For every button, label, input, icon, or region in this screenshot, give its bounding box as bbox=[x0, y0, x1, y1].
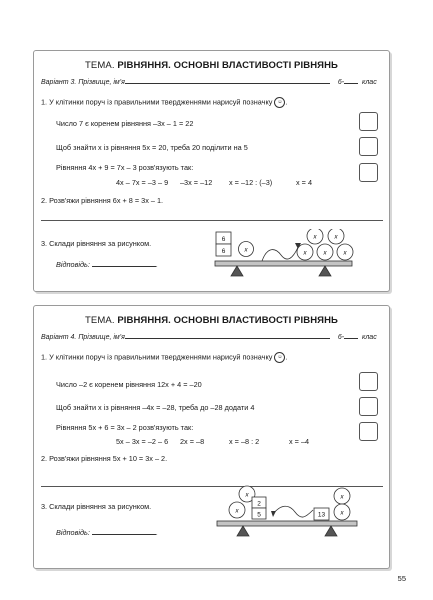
solution-step-2: 2x = –8 bbox=[180, 437, 205, 446]
checkbox-statement-3[interactable] bbox=[359, 163, 378, 182]
solution-step-4: x = 4 bbox=[296, 178, 313, 187]
solution-step-3: x = –12 : (–3) bbox=[229, 178, 273, 187]
solution-step-2: –3x = –12 bbox=[180, 178, 213, 187]
checkbox-statement-1[interactable] bbox=[359, 372, 378, 391]
card-title: ТЕМА. РІВНЯННЯ. ОСНОВНІ ВЛАСТИВОСТІ РІВНЯНЬ bbox=[85, 315, 338, 326]
statement-1: Число 7 є коренем рівняння –3x – 1 = 22 bbox=[56, 119, 194, 128]
class-field[interactable] bbox=[344, 332, 358, 339]
page-number: 55 bbox=[397, 574, 406, 583]
answer-row: Відповідь: . bbox=[56, 528, 158, 537]
scale-label: x bbox=[245, 491, 249, 499]
variant-line: Варіант 3. Прізвище, ім'я 6- клас bbox=[41, 79, 377, 86]
scale-label: 2 bbox=[257, 500, 261, 508]
answer-row: Відповідь: . bbox=[56, 260, 158, 269]
statement-1: Число –2 є коренем рівняння 12x + 4 = –20 bbox=[56, 380, 202, 389]
card-title: ТЕМА. РІВНЯННЯ. ОСНОВНІ ВЛАСТИВОСТІ РІВНЯНЬ bbox=[85, 60, 338, 71]
scale-label: x bbox=[235, 507, 239, 515]
question-3: 3. Склади рівняння за рисунком. bbox=[41, 502, 152, 511]
question-2: 2. Розв'яжи рівняння 5x + 10 = 3x – 2. bbox=[41, 454, 168, 463]
scale-label: 13 bbox=[317, 511, 326, 519]
question-2: 2. Розв'яжи рівняння 6x + 8 = 3x – 1. bbox=[41, 196, 164, 205]
scale-label: 5 bbox=[257, 511, 261, 519]
question-1: 1. У клітинки поруч із правильними твердженнями нарисуй позначку ☺ . bbox=[41, 97, 288, 107]
checkbox-statement-2[interactable] bbox=[359, 137, 378, 156]
worksheet-card-variant-3 bbox=[33, 50, 390, 292]
solution-step-4: x = –4 bbox=[289, 437, 310, 446]
statement-3: Рівняння 4x + 9 = 7x – 3 розв'язують так: bbox=[56, 163, 194, 172]
smiley-icon: ☺ bbox=[274, 352, 285, 363]
variant-line: Варіант 4. Прізвище, ім'я 6- клас bbox=[41, 334, 377, 341]
name-field[interactable] bbox=[125, 77, 330, 84]
scale-label: 6 bbox=[221, 248, 226, 255]
balance-scale-figure bbox=[211, 229, 356, 285]
scale-label: x bbox=[343, 249, 347, 257]
checkbox-statement-3[interactable] bbox=[359, 422, 378, 441]
statement-2: Щоб знайти x із рівняння 5x = 20, треба 20 поділити на 5 bbox=[56, 143, 248, 152]
solution-step-1: 4x – 7x = –3 – 9 bbox=[116, 178, 169, 187]
scale-label: 6 bbox=[221, 236, 226, 243]
worksheet-card-variant-4 bbox=[33, 305, 390, 569]
question-3: 3. Склади рівняння за рисунком. bbox=[41, 239, 152, 248]
class-field[interactable] bbox=[344, 77, 358, 84]
checkbox-statement-1[interactable] bbox=[359, 112, 378, 131]
answer-line bbox=[41, 220, 383, 221]
scale-label: x bbox=[323, 249, 327, 257]
scale-label: x bbox=[340, 493, 344, 501]
name-field[interactable] bbox=[125, 332, 330, 339]
scale-label: x bbox=[340, 509, 344, 517]
scale-label: x bbox=[244, 246, 248, 254]
scale-label: x bbox=[334, 233, 338, 241]
statement-3: Рівняння 5x + 6 = 3x – 2 розв'язують так: bbox=[56, 423, 194, 432]
answer-field[interactable] bbox=[92, 260, 156, 267]
balance-scale-figure bbox=[213, 482, 363, 546]
scale-label: x bbox=[313, 233, 317, 241]
question-1: 1. У клітинки поруч із правильними твердженнями нарисуй позначку ☺ . bbox=[41, 352, 288, 362]
smiley-icon: ☺ bbox=[274, 97, 285, 108]
solution-step-1: 5x – 3x = –2 – 6 bbox=[116, 437, 169, 446]
checkbox-statement-2[interactable] bbox=[359, 397, 378, 416]
solution-step-3: x = –8 : 2 bbox=[229, 437, 260, 446]
statement-2: Щоб знайти x із рівняння –4x = –28, треба до –28 додати 4 bbox=[56, 403, 255, 412]
scale-label: x bbox=[303, 249, 307, 257]
answer-field[interactable] bbox=[92, 528, 156, 535]
